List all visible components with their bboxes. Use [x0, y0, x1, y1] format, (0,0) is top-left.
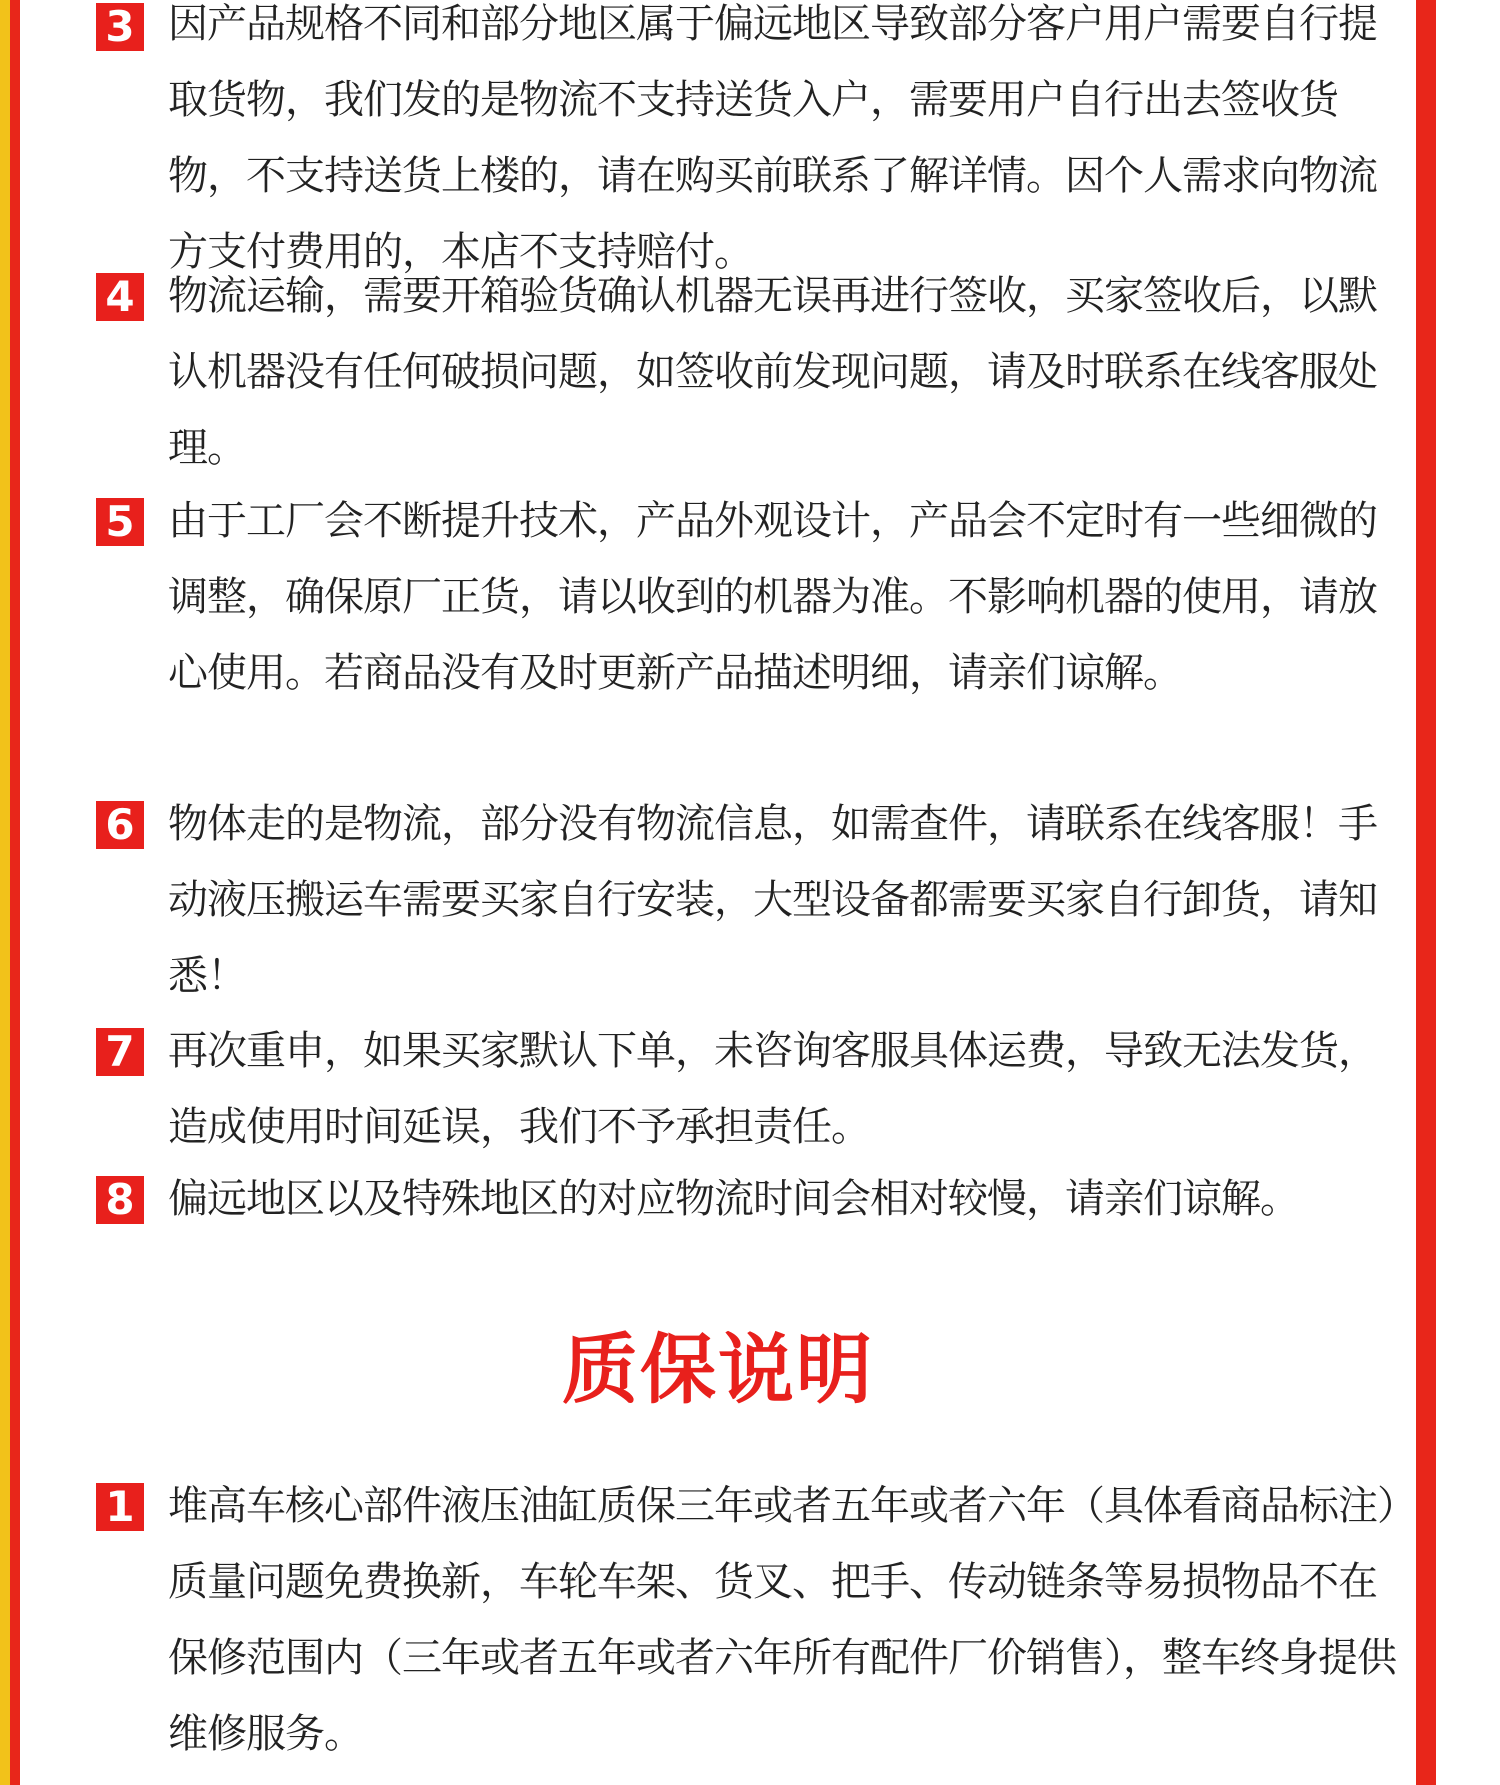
item-text: 因产品规格不同和部分地区属于偏远地区导致部分客户用户需要自行提取货物，我们发的是物流不支持送货入户，需要用户自行出去签收货物，不支持送货上楼的，请在购买前联系了解详情。因个人需求向物流方支付费用的，本店不支持赔付。: [168, 1, 1377, 275]
frame-right-red-border: [1416, 0, 1436, 1785]
item-number-badge: 7: [96, 1028, 144, 1076]
frame-left-red-border: [10, 0, 20, 1785]
item-text: 由于工厂会不断提升技术，产品外观设计，产品会不定时有一些细微的调整，确保原厂正货，请以收到的机器为准。不影响机器的使用，请放心使用。若商品没有及时更新产品描述明细，请亲们谅解。: [168, 498, 1377, 696]
item-number-badge: 5: [96, 498, 144, 546]
warranty-section-title: 质保说明: [562, 1325, 874, 1414]
item-text: 物流运输，需要开箱验货确认机器无误再进行签收，买家签收后，以默认机器没有任何破损问题，如签收前发现问题，请及时联系在线客服处理。: [168, 273, 1377, 471]
item-text: 偏远地区以及特殊地区的对应物流时间会相对较慢，请亲们谅解。: [168, 1176, 1299, 1222]
item-number-badge: 8: [96, 1176, 144, 1224]
notice-content: [20, 0, 1416, 1785]
item-text: 物体走的是物流，部分没有物流信息，如需查件，请联系在线客服！手动液压搬运车需要买家自行安装，大型设备都需要买家自行卸货，请知悉！: [168, 801, 1377, 999]
frame-left-gold-border: [0, 0, 10, 1785]
item-number-badge: 1: [96, 1483, 144, 1531]
item-text: 堆高车核心部件液压油缸质保三年或者五年或者六年（具体看商品标注）质量问题免费换新，车轮车架、货叉、把手、传动链条等易损物品不在保修范围内（三年或者五年或者六年所有配件厂价销售），整车终身提供维修服务。: [168, 1483, 1396, 1757]
item-number-badge: 3: [96, 3, 144, 51]
item-number-badge: 6: [96, 801, 144, 849]
item-text: 再次重申，如果买家默认下单，未咨询客服具体运费，导致无法发货，造成使用时间延误，我们不予承担责任。: [168, 1028, 1377, 1150]
item-number-badge: 4: [96, 273, 144, 321]
